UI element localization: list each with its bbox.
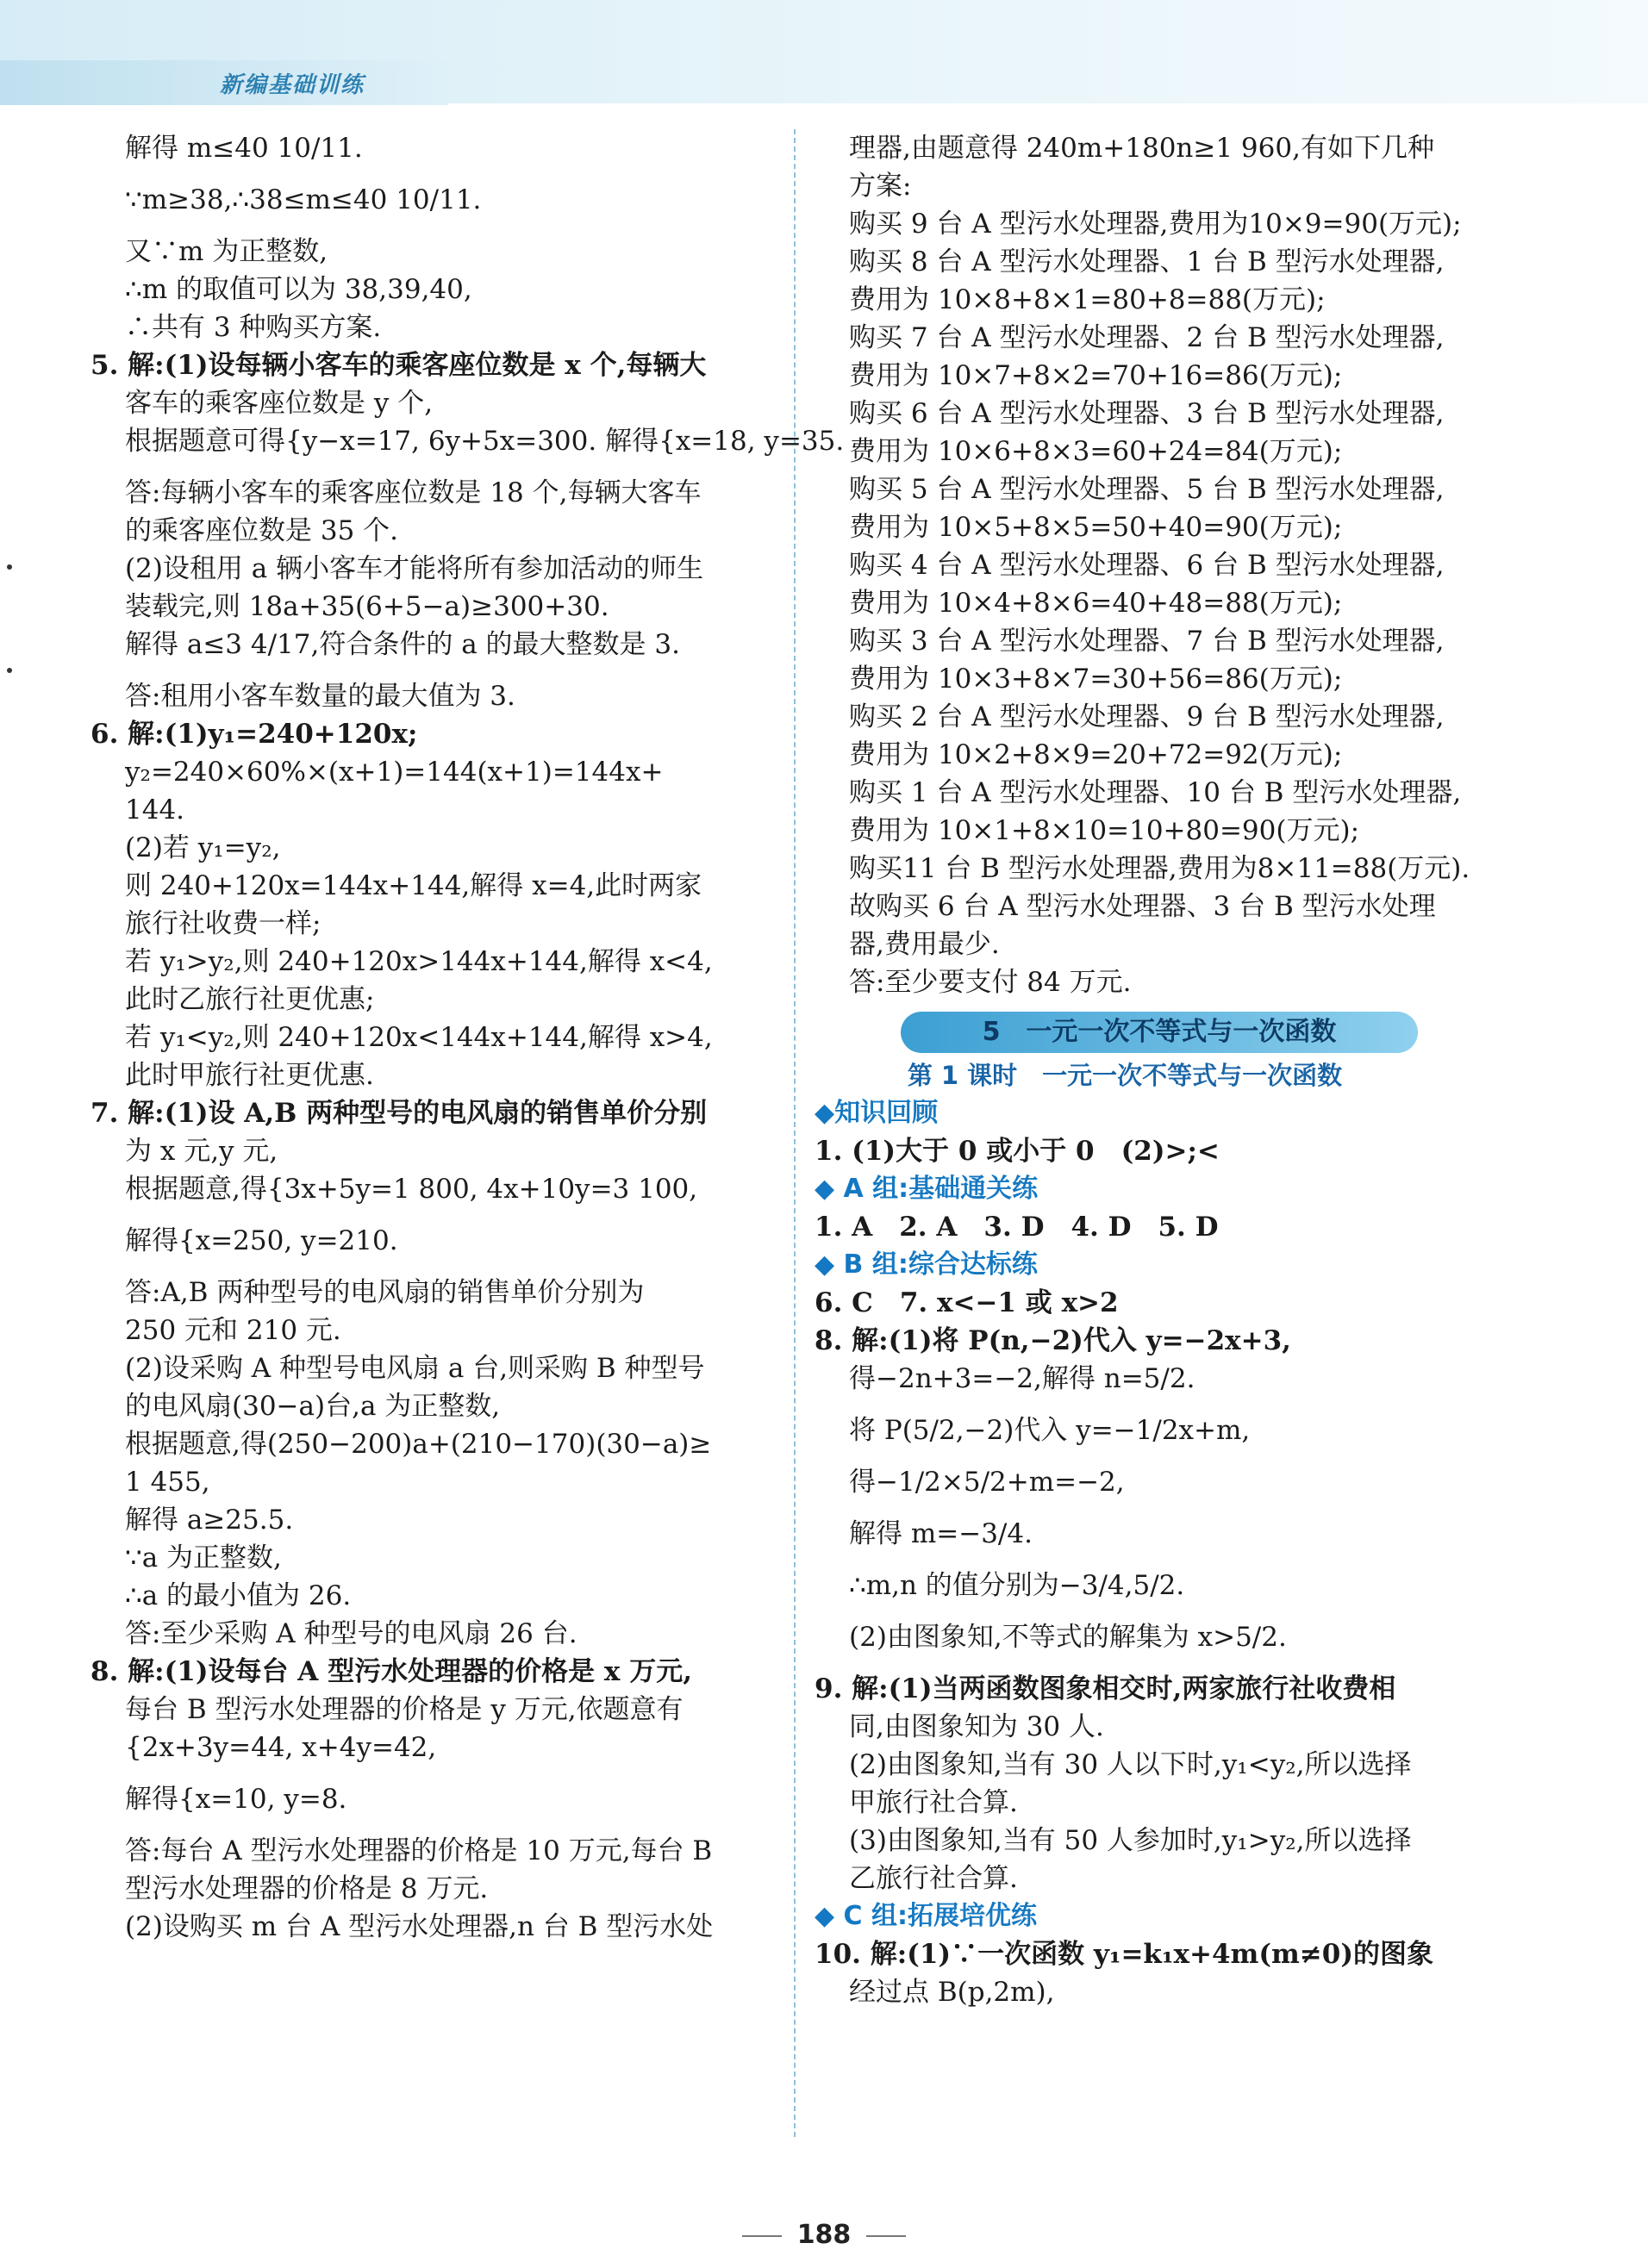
text-line: 144. bbox=[125, 794, 185, 826]
line-gap bbox=[91, 167, 771, 181]
text-line: ∵a 为正整数, bbox=[125, 1542, 282, 1573]
text-line: 则 240+120x=144x+144,解得 x=4,此时两家 bbox=[125, 870, 702, 901]
text-line: 购买 5 台 A 型污水处理器、5 台 B 型污水处理器, bbox=[849, 474, 1445, 505]
line-gap bbox=[815, 1398, 1495, 1411]
line-gap bbox=[815, 1553, 1495, 1567]
text-line: 费用为 10×4+8×6=40+48=88(万元); bbox=[849, 588, 1343, 619]
answer-line: 1. (1)大于 0 或小于 0 (2)>;< bbox=[815, 1136, 1220, 1167]
text-line: 每台 B 型污水处理器的价格是 y 万元,依题意有 bbox=[125, 1694, 684, 1725]
text-line: 解得 a≤3 4/17,符合条件的 a 的最大整数是 3. bbox=[125, 629, 680, 660]
text-line: 费用为 10×1+8×10=10+80=90(万元); bbox=[849, 815, 1360, 846]
text-line: 费用为 10×2+8×9=20+72=92(万元); bbox=[849, 739, 1343, 770]
lesson-title: 第 1 课时 一元一次不等式与一次函数 bbox=[907, 1061, 1343, 1090]
margin-dot bbox=[7, 668, 12, 673]
text-line: 答:至少采购 A 种型号的电风扇 26 台. bbox=[125, 1618, 577, 1649]
text-line: 的乘客座位数是 35 个. bbox=[125, 515, 399, 546]
text-line: 型污水处理器的价格是 8 万元. bbox=[125, 1873, 489, 1904]
text-line: {2x+3y=44, x+4y=42, bbox=[125, 1732, 437, 1763]
answer-line: 6. C 7. x<−1 或 x>2 bbox=[815, 1287, 1119, 1318]
text-line: (3)由图象知,当有 50 人参加时,y₁>y₂,所以选择 bbox=[849, 1825, 1412, 1856]
subsection-heading: ◆ B 组:综合达标练 bbox=[815, 1249, 1038, 1280]
line-gap bbox=[815, 1449, 1495, 1463]
text-line: 购买11 台 B 型污水处理器,费用为8×11=88(万元). bbox=[849, 853, 1470, 884]
answer-line: 8. 解:(1)将 P(n,−2)代入 y=−2x+3, bbox=[815, 1325, 1291, 1356]
question-line: 6. 解:(1)y₁=240+120x; bbox=[91, 719, 418, 750]
text-line: 解得{x=10, y=8. bbox=[125, 1784, 347, 1815]
line-gap bbox=[815, 1604, 1495, 1618]
text-line: 答:至少要支付 84 万元. bbox=[849, 967, 1132, 998]
line-gap bbox=[91, 1766, 771, 1780]
page-footer bbox=[0, 2220, 1648, 2250]
text-line: ∴a 的最小值为 26. bbox=[125, 1580, 352, 1611]
right-column-bottom bbox=[815, 1094, 1495, 2011]
text-line: 解得 m=−3/4. bbox=[849, 1518, 1033, 1549]
text-line: 购买 1 台 A 型污水处理器、10 台 B 型污水处理器, bbox=[849, 777, 1462, 808]
header-title: 新编基础训练 bbox=[220, 72, 365, 98]
text-line: ∴m 的取值可以为 38,39,40, bbox=[125, 274, 472, 305]
text-line: (2)设购买 m 台 A 型污水处理器,n 台 B 型污水处 bbox=[125, 1911, 714, 1942]
text-line: 装载完,则 18a+35(6+5−a)≥300+30. bbox=[125, 591, 609, 622]
section-banner: 5 一元一次不等式与一次函数 bbox=[901, 1012, 1418, 1053]
text-line: 经过点 B(p,2m), bbox=[849, 1977, 1055, 2008]
text-line: 购买 4 台 A 型污水处理器、6 台 B 型污水处理器, bbox=[849, 550, 1445, 581]
text-line: 得−2n+3=−2,解得 n=5/2. bbox=[849, 1363, 1195, 1394]
text-line: 答:每辆小客车的乘客座位数是 18 个,每辆大客车 bbox=[125, 477, 702, 508]
right-column-top bbox=[815, 129, 1495, 1001]
text-line: 购买 2 台 A 型污水处理器、9 台 B 型污水处理器, bbox=[849, 701, 1445, 732]
text-line: 的电风扇(30−a)台,a 为正整数, bbox=[125, 1391, 501, 1422]
text-line: (2)由图象知,当有 30 人以下时,y₁<y₂,所以选择 bbox=[849, 1749, 1412, 1780]
text-line: (2)由图象知,不等式的解集为 x>5/2. bbox=[849, 1622, 1287, 1653]
footer-dash-right bbox=[866, 2235, 906, 2237]
text-line: 费用为 10×6+8×3=60+24=84(万元); bbox=[849, 436, 1343, 467]
question-line: 5. 解:(1)设每辆小客车的乘客座位数是 x 个,每辆大 bbox=[91, 350, 707, 381]
text-line: 费用为 10×3+8×7=30+56=86(万元); bbox=[849, 664, 1343, 695]
text-line: 解得 a≥25.5. bbox=[125, 1505, 294, 1536]
text-line: 若 y₁<y₂,则 240+120x<144x+144,解得 x>4, bbox=[125, 1022, 713, 1053]
text-line: 答:A,B 两种型号的电风扇的销售单价分别为 bbox=[125, 1277, 645, 1308]
text-line: 根据题意,得{3x+5y=1 800, 4x+10y=3 100, bbox=[125, 1174, 698, 1205]
subsection-heading: ◆ A 组:基础通关练 bbox=[815, 1174, 1039, 1204]
text-line: 将 P(5/2,−2)代入 y=−1/2x+m, bbox=[849, 1415, 1251, 1446]
text-line: 为 x 元,y 元, bbox=[125, 1136, 278, 1167]
margin-dot bbox=[7, 564, 12, 570]
line-gap bbox=[815, 1501, 1495, 1515]
text-line: 解得 m≤40 10/11. bbox=[125, 133, 363, 164]
text-line: 器,费用最少. bbox=[849, 929, 1000, 960]
text-line: 方案: bbox=[849, 171, 912, 202]
text-line: 同,由图象知为 30 人. bbox=[849, 1711, 1104, 1742]
text-line: 根据题意,得(250−200)a+(210−170)(30−a)≥ bbox=[125, 1429, 712, 1460]
subsection-heading: ◆知识回顾 bbox=[815, 1098, 939, 1128]
text-line: ∴共有 3 种购买方案. bbox=[125, 312, 382, 343]
text-line: 此时甲旅行社更优惠. bbox=[125, 1060, 374, 1091]
answer-line: 1. A 2. A 3. D 4. D 5. D bbox=[815, 1212, 1219, 1243]
text-line: 乙旅行社合算. bbox=[849, 1863, 1018, 1894]
page-number: 188 bbox=[796, 2220, 852, 2250]
text-line: 旅行社收费一样; bbox=[125, 908, 321, 939]
text-line: 费用为 10×8+8×1=80+8=88(万元); bbox=[849, 284, 1326, 315]
right-column bbox=[815, 129, 1495, 2011]
footer-dash-left bbox=[742, 2235, 782, 2237]
text-line: 购买 6 台 A 型污水处理器、3 台 B 型污水处理器, bbox=[849, 398, 1445, 429]
answer-line: 9. 解:(1)当两函数图象相交时,两家旅行社收费相 bbox=[815, 1673, 1396, 1704]
text-line: 答:每台 A 型污水处理器的价格是 10 万元,每台 B bbox=[125, 1835, 713, 1866]
text-line: (2)设采购 A 种型号电风扇 a 台,则采购 B 种型号 bbox=[125, 1353, 705, 1384]
text-line: 费用为 10×5+8×5=50+40=90(万元); bbox=[849, 512, 1343, 543]
line-gap bbox=[91, 1260, 771, 1274]
text-line: (2)设租用 a 辆小客车才能将所有参加活动的师生 bbox=[125, 553, 704, 584]
line-gap bbox=[91, 219, 771, 233]
subsection-heading: ◆ C 组:拓展培优练 bbox=[815, 1901, 1037, 1931]
text-line: ∴m,n 的值分别为−3/4,5/2. bbox=[849, 1570, 1185, 1601]
text-line: 此时乙旅行社更优惠; bbox=[125, 984, 375, 1015]
text-line: 若 y₁>y₂,则 240+120x>144x+144,解得 x<4, bbox=[125, 946, 713, 977]
text-line: 250 元和 210 元. bbox=[125, 1315, 341, 1346]
line-gap bbox=[91, 460, 771, 474]
text-line: 故购买 6 台 A 型污水处理器、3 台 B 型污水处理 bbox=[849, 891, 1436, 922]
text-line: 购买 7 台 A 型污水处理器、2 台 B 型污水处理器, bbox=[849, 322, 1445, 353]
text-line: 购买 3 台 A 型污水处理器、7 台 B 型污水处理器, bbox=[849, 626, 1445, 657]
answer-line: 10. 解:(1)∵一次函数 y₁=k₁x+4m(m≠0)的图象 bbox=[815, 1939, 1433, 1970]
text-line: 根据题意可得{y−x=17, 6y+5x=300. 解得{x=18, y=35. bbox=[125, 426, 845, 457]
line-gap bbox=[91, 664, 771, 677]
text-line: ∵m≥38,∴38≤m≤40 10/11. bbox=[125, 184, 482, 215]
question-line: 8. 解:(1)设每台 A 型污水处理器的价格是 x 万元, bbox=[91, 1656, 692, 1687]
text-line: 1 455, bbox=[125, 1467, 210, 1498]
text-line: 费用为 10×7+8×2=70+16=86(万元); bbox=[849, 360, 1343, 391]
line-gap bbox=[815, 1656, 1495, 1670]
text-line: 得−1/2×5/2+m=−2, bbox=[849, 1467, 1125, 1498]
question-line: 7. 解:(1)设 A,B 两种型号的电风扇的销售单价分别 bbox=[91, 1098, 708, 1129]
text-line: 甲旅行社合算. bbox=[849, 1787, 1018, 1818]
left-column bbox=[91, 129, 845, 1946]
text-line: (2)若 y₁=y₂, bbox=[125, 832, 281, 863]
text-line: 答:租用小客车数量的最大值为 3. bbox=[125, 681, 515, 712]
text-line: 购买 8 台 A 型污水处理器、1 台 B 型污水处理器, bbox=[849, 246, 1445, 277]
text-line: 购买 9 台 A 型污水处理器,费用为10×9=90(万元); bbox=[849, 209, 1462, 240]
line-gap bbox=[91, 1818, 771, 1832]
line-gap bbox=[91, 1208, 771, 1222]
text-line: 又∵m 为正整数, bbox=[125, 236, 328, 267]
text-line: 解得{x=250, y=210. bbox=[125, 1225, 398, 1256]
text-line: y₂=240×60%×(x+1)=144(x+1)=144x+ bbox=[125, 757, 664, 788]
text-line: 客车的乘客座位数是 y 个, bbox=[125, 388, 434, 419]
text-line: 理器,由题意得 240m+180n≥1 960,有如下几种 bbox=[849, 133, 1434, 164]
